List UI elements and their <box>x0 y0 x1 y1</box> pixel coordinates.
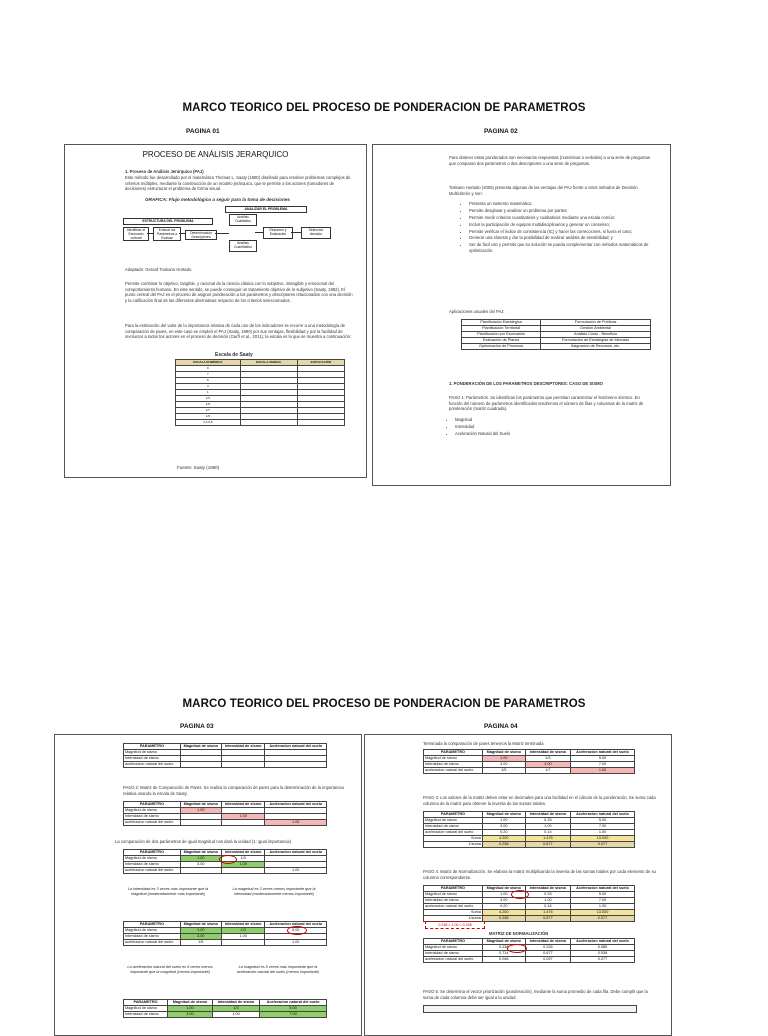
cell: 1/3 <box>212 1006 259 1012</box>
matrix-empty <box>123 743 327 768</box>
next-table-header <box>423 1005 637 1013</box>
cell: 0.677 <box>525 916 570 922</box>
cell: 5.00 <box>571 818 635 824</box>
col-header: Aceleracion natural del suelo <box>265 744 327 750</box>
arrow <box>215 233 229 234</box>
col-header: Magnitud de sismo <box>168 1000 213 1006</box>
cell: 1.00 <box>212 1012 259 1018</box>
highlight-oval <box>287 926 307 935</box>
row-header: aceleracion natural del suelo <box>124 820 181 826</box>
table-cell: Asignación de Recursos, etc. <box>541 344 651 350</box>
cell: 1.00 <box>265 820 327 826</box>
col-header: Magnitud de sismo <box>482 750 525 756</box>
apps-label: Aplicaciones usuales del PAJ: <box>449 309 505 314</box>
highlight-oval <box>507 944 527 953</box>
col-header: Intensidad de sismo <box>525 886 570 892</box>
col-header: Aceleracion natural del suelo <box>571 812 635 818</box>
params-list <box>449 417 599 438</box>
cell: 4.200 <box>482 910 525 916</box>
cell: 0.238 <box>482 916 525 922</box>
cell: 0.238 <box>482 945 525 951</box>
cell: 4.200 <box>482 836 525 842</box>
row-header: Intensidad de sismo <box>124 862 181 868</box>
col-header: PARAMETRO <box>124 922 181 928</box>
saaty-scale-table <box>175 359 345 426</box>
highlight-oval <box>511 890 529 899</box>
row-header: Magnitud de sismo <box>124 928 181 934</box>
cell: 5.00 <box>571 892 635 898</box>
col-header: Aceleracion natural del suelo <box>571 939 635 945</box>
table-cell: Análisis Costo - Beneficio <box>541 332 651 338</box>
scale-value: 1/5 <box>176 402 241 408</box>
col-header: Intensidad de sismo <box>221 850 265 856</box>
cell: 1.00 <box>221 862 265 868</box>
row-header: 1/suma <box>424 842 483 848</box>
page-04 <box>364 734 672 1036</box>
cell: 0.33 <box>525 818 570 824</box>
col-header: ESCALA NUMÉRICA <box>176 360 241 366</box>
cell: 1.00 <box>525 762 570 768</box>
cell: 0.538 <box>571 951 635 957</box>
scale-value: 1/7 <box>176 408 241 414</box>
cell: 0.20 <box>482 904 525 910</box>
diagram-box-1: Identificar el Escenario cultural <box>123 227 149 241</box>
col-header: Intensidad de sismo <box>221 922 265 928</box>
col-header: Aceleracion natural del suelo <box>265 922 327 928</box>
table-cell: Formulación de Estrategias de Mercado <box>541 338 651 344</box>
cell: 1.00 <box>571 904 635 910</box>
row-header: aceleracion natural del suelo <box>124 868 181 874</box>
row-header: Magnitud de sismo <box>124 808 181 814</box>
cell: 5.00 <box>265 928 327 934</box>
cell: 0.677 <box>525 951 570 957</box>
diagram-box-3: Determinación Descriptores <box>185 230 217 240</box>
table-cell: Evaluación de Planes <box>462 338 541 344</box>
arrow <box>291 232 301 233</box>
matrix-decimal <box>423 811 635 848</box>
arrow <box>255 232 263 233</box>
page-02 <box>372 144 671 486</box>
col-header: PARAMETRO <box>124 1000 168 1006</box>
page-03 <box>54 734 362 1036</box>
cell: 1.00 <box>525 824 570 830</box>
col-header: Magnitud de sismo <box>482 939 525 945</box>
cell: 1/5 <box>180 940 221 946</box>
page-01-para2: Permite combinar lo objetivo, tangible, y racional de la ciencia clásica con lo subjetivo, intangible y emocional del comportamiento humano. En este sentido, se puede conseguir un tratamiento objetivo de lo subjetivo (Saaty, 1992). El punto central del PAJ es el proceso de asignar ponderación a los parámetros y descriptores relacionados con una decisión y la calificación final de las diferentes alternativas respecto de los criterios seleccionados. <box>125 281 353 303</box>
table-cell: Planificación Estratégica <box>462 320 541 326</box>
cell: 1/7 <box>525 768 570 774</box>
diagram-box-4: Análisis Cualitativo <box>229 214 257 226</box>
cell: 0.14 <box>525 830 570 836</box>
annotation-note: La magnitud es 3 veces menos importante que la intensidad (moderadamente menos importante) <box>232 887 316 896</box>
page-label-01: PAGINA 01 <box>186 128 220 135</box>
col-header: Intensidad de sismo <box>221 802 265 808</box>
matrix-normalization-input <box>423 885 635 922</box>
arrow <box>147 233 153 234</box>
table-cell: Planificación por Escenarios <box>462 332 541 338</box>
col-header: Intensidad de sismo <box>525 939 570 945</box>
scale-value: 1/3 <box>176 396 241 402</box>
list-item: • Intensidad <box>455 424 599 430</box>
col-header: PARAMETRO <box>424 750 483 756</box>
col-header: Aceleracion natural del suelo <box>265 802 327 808</box>
col-header: Aceleracion natural del suelo <box>571 750 635 756</box>
adapt-caption: Adaptado: Gerard Tookano Hurtado <box>125 267 192 272</box>
cell: 3.00 <box>180 862 221 868</box>
row-header: Intensidad de sismo <box>424 762 483 768</box>
matrix-normalized <box>423 938 635 963</box>
list-item: • Permite desglosar y analizar un problema por partes; <box>469 208 654 214</box>
annotation-note: La magnitud es 5 veces más importante que la aceleración natural del suelo (menos importante) <box>236 965 320 974</box>
row-header: Intensidad de sismo <box>124 934 181 940</box>
cell: 3.00 <box>482 824 525 830</box>
row-header: Magnitud de sismo <box>124 750 181 756</box>
page-label-04: PAGINA 04 <box>484 723 518 730</box>
matrix-diagonal <box>123 801 327 826</box>
row-header: Intensidad de sismo <box>124 756 181 762</box>
row-header: Magnitud de sismo <box>424 945 483 951</box>
cell: 0.097 <box>525 957 570 963</box>
cell: 1.00 <box>482 818 525 824</box>
scale-value: 1/9 <box>176 414 241 420</box>
col-header: EXPLICACIÓN <box>297 360 344 366</box>
cell: 1/3 <box>525 756 570 762</box>
cell: 7.00 <box>571 824 635 830</box>
row-header: Intensidad de sismo <box>124 814 181 820</box>
scale-value: 9 <box>176 366 241 372</box>
col-header: Intensidad de sismo <box>212 1000 259 1006</box>
table-cell: Gestión Ambiental <box>541 326 651 332</box>
diagram-section-a: ESTRUCTURA DEL PROBLEMA <box>123 218 213 225</box>
cell: 13.000 <box>571 836 635 842</box>
row-header: Intensidad de sismo <box>424 898 483 904</box>
col-header: Aceleracion natural del suelo <box>265 850 327 856</box>
list-item: • Permite verificar el índice de consistencia (IC) y hacer las correcciones, si fuera el caso; <box>469 229 654 235</box>
annotation-note: La intensidad es 3 veces más importante que la magnitud (moderadamente más importante) <box>127 887 209 896</box>
cell: 0.077 <box>571 916 635 922</box>
arrow <box>179 233 185 234</box>
cell: 7.00 <box>571 898 635 904</box>
table-cell: Planificación Territorial <box>462 326 541 332</box>
list-item: • Aceleración Natural del Suelo <box>455 431 599 437</box>
cell: 1.00 <box>180 808 221 814</box>
diagram-box-7: Selección decisión <box>301 227 331 239</box>
col-header: PARAMETRO <box>424 812 483 818</box>
col-header: Magnitud de sismo <box>482 812 525 818</box>
col-header: Aceleracion natural del suelo <box>571 886 635 892</box>
normalization-title: MATRIZ DE NORMALIZACIÓN <box>489 931 549 936</box>
row-header: Magnitud de sismo <box>424 756 483 762</box>
page-04-intro: Terminada la comparación de pares tenemos la Matriz terminada <box>423 741 544 746</box>
cell: 3.00 <box>168 1012 213 1018</box>
cell: 1.00 <box>265 940 327 946</box>
cell: 0.20 <box>482 830 525 836</box>
section-heading: 1. PONDERACIÓN DE LOS PARAMETROS DESCRIPTORES: CASO DE SISMO <box>449 381 603 386</box>
cell: 1.00 <box>265 868 327 874</box>
list-item: • Generar una síntesis y dar la posibilidad de realizar análisis de sensibilidad; y <box>469 235 654 241</box>
row-header: aceleracion natural del suelo <box>124 940 181 946</box>
cell: 0.077 <box>571 842 635 848</box>
annotation-note: La aceleración natural del suelo es 5 veces menos importante que la magnitud (menos importante) <box>127 965 213 974</box>
col-header: PARAMETRO <box>424 886 483 892</box>
col-header: Aceleracion natural del suelo <box>260 1000 327 1006</box>
list-item: • Presenta un sustento matemático; <box>469 201 654 207</box>
row-header: aceleracion natural del suelo <box>424 768 483 774</box>
col-header: Intensidad de sismo <box>525 812 570 818</box>
col-header: PARAMETRO <box>124 744 181 750</box>
cell: 1.00 <box>168 1006 213 1012</box>
matrix-complete <box>423 749 635 774</box>
cell <box>221 820 265 826</box>
row-header: Suma <box>424 910 483 916</box>
table-cell: Optimización de Procesos <box>462 344 541 350</box>
page-01-subheading: 1. Proceso de Análisis Jerárquico (PAJ) <box>125 169 204 174</box>
cell <box>180 868 221 874</box>
page-01-para1: Este método fue desarrollado por el matemático Thomas L. Saaty (1980) diseñado para resolver problemas complejos de criterios múltiples, mediante la construcción de un modelo jerárquico, que le permite a los actores (tomadores de decisiones) estructurar el problema de forma visual. <box>125 175 351 192</box>
row-header: 1/suma <box>424 916 483 922</box>
row-header: Magnitud de sismo <box>424 818 483 824</box>
flow-diagram <box>123 206 363 264</box>
row-header: Intensidad de sismo <box>424 824 483 830</box>
sheet-title-1: MARCO TEORICO DEL PROCESO DE PONDERACION DE PARAMETROS <box>182 102 586 114</box>
row-header: aceleracion natural del suelo <box>424 830 483 836</box>
col-header: Magnitud de sismo <box>180 922 221 928</box>
cell: 0.048 <box>482 957 525 963</box>
page-02-para1: Para obtener estos ponderados son necesarios respuestas (numéricas o verbales) a una serie de preguntas que comparan dos parámetros o dos descriptores o una serie de preguntas. <box>449 155 650 166</box>
cell: 1/3 <box>221 928 265 934</box>
col-header: Magnitud de sismo <box>180 744 221 750</box>
row-header: aceleracion natural del suelo <box>424 904 483 910</box>
cell: 0.714 <box>482 951 525 957</box>
cell: 1.476 <box>525 910 570 916</box>
cell: 0.226 <box>525 945 570 951</box>
diagram-box-2: Evaluar los Parámetros a Evaluar <box>153 227 181 241</box>
col-header: PARAMETRO <box>124 850 181 856</box>
cell <box>221 868 265 874</box>
paso2-text: PASO 2: Matriz de Comparación de Pares. Se realiza la comparación de pares para la determinación de la importancia relativa usando la escala de Saaty. <box>123 785 344 796</box>
list-item: • Magnitud <box>455 417 599 423</box>
cell: 1.00 <box>180 928 221 934</box>
diagram-box-5: Análisis Cuantitativo <box>229 240 257 252</box>
page-02-para2: Toskano Hurtado (2005) presenta algunas de las ventajas del PAJ frente a otros métodos de Decisión Multicriterio y son: <box>449 185 638 196</box>
row-header: Magnitud de sismo <box>124 1006 168 1012</box>
paso4-text: PASO 4: Matriz de Normalización. Se elabora la matriz multiplicando la inversa de las sumas totales por cada elemento de su columna correspondiente. <box>423 869 656 880</box>
col-header: PARAMETRO <box>424 939 483 945</box>
cell: 1.00 <box>180 856 221 862</box>
list-item: • Incluir la participación de equipos multidisciplinarios y generar un consenso; <box>469 222 654 228</box>
cell: 5.00 <box>571 756 635 762</box>
cell: 1.00 <box>571 768 635 774</box>
scale-value: 1 <box>176 390 241 396</box>
col-header: Magnitud de sismo <box>180 802 221 808</box>
paso1-text: PASO 1: Parámetros. Se identifican los parámetros que permitan caracterizar el fenómeno sísmico. En función del número de parámetros identificados tendremos el número de filas y columnas de la matriz de ponderación (matriz cuadrada). <box>449 395 644 412</box>
matrix-step-c <box>123 999 327 1018</box>
paso3-text: PASO 3: Los valores de la matriz deben estar en decimales para una facilidad en el cálculo de la ponderación. Se suma cada columna de la matriz para obtener la inversa de las sumas totales. <box>423 795 656 806</box>
col-header: ESCALA VERBAL <box>240 360 297 366</box>
cell: 0.385 <box>571 945 635 951</box>
cell: 3.00 <box>180 934 221 940</box>
page-label-02: PAGINA 02 <box>484 128 518 135</box>
page-01-heading: PROCESO DE ANÁLISIS JERARQUICO <box>142 150 289 159</box>
cell: 3.00 <box>482 898 525 904</box>
cell: 7.00 <box>260 1012 327 1018</box>
cell: 0.677 <box>525 842 570 848</box>
col-header: Intensidad de sismo <box>525 750 570 756</box>
diagram-box-6: Resumen y Evaluación <box>263 227 293 239</box>
cell: 1.00 <box>482 892 525 898</box>
cell: 0.14 <box>525 904 570 910</box>
row-header: Intensidad de sismo <box>124 1012 168 1018</box>
table-cell: Formulación de Políticas <box>541 320 651 326</box>
scale-value: 2,4,6,8 <box>176 420 241 426</box>
cell: 0.238 <box>482 842 525 848</box>
cell: 0.33 <box>525 892 570 898</box>
comparison-note: La comparación de dos parámetros de igual magnitud nos darà la unidad (1: igual importancia) <box>115 839 291 844</box>
cell: 1.00 <box>571 830 635 836</box>
page-01-para3: Para la estimación del valor de la importancia relativa de cada uno de los indicadores se recurre a una metodología de comparación de pares, en este caso se empleó el PAJ (Saaty, 1990) por sus ventajas, flexibilidad y por la facilidad de involucrar a todos los actores en el proceso de decisión (Garfí et al., 2011), la escala es la que se muestra a continuación: <box>125 323 352 340</box>
cell: 1.00 <box>525 898 570 904</box>
cell: 5.00 <box>260 1006 327 1012</box>
page-label-03: PAGINA 03 <box>180 723 214 730</box>
advantages-list <box>459 201 654 255</box>
diagram-section-b: ANALIZAR EL PROBLEMA <box>225 206 307 213</box>
cell <box>180 820 221 826</box>
col-header: Magnitud de sismo <box>180 850 221 856</box>
list-item: • Ser de fácil uso y permitir que su solución se pueda complementar con métodos matemáticos de optimización. <box>469 242 654 253</box>
paso5-text: PASO 5: Se determina el vector priorización (ponderación), mediante la suma promedio de cada fila. Debe cumplir que la suma de cada columna debe ser igual a la unidad. <box>423 989 648 1000</box>
page-01 <box>64 144 367 478</box>
row-header: aceleracion natural del suelo <box>124 762 181 768</box>
row-header: aceleracion natural del suelo <box>424 957 483 963</box>
cell: 3.00 <box>482 762 525 768</box>
formula-callout: 0.238 × 1.00 = 0.238 <box>425 921 485 929</box>
applications-table <box>461 319 651 350</box>
cell: 1.476 <box>525 836 570 842</box>
scale-value: 3 <box>176 384 241 390</box>
fuente-caption: Fuente: Saaty (1980) <box>177 465 220 470</box>
row-header: Magnitud de sismo <box>424 892 483 898</box>
cell: 7.00 <box>571 762 635 768</box>
row-header: Magnitud de sismo <box>124 856 181 862</box>
cell: 1/3 <box>221 856 265 862</box>
col-header: Magnitud de sismo <box>482 886 525 892</box>
col-header: PARAMETRO <box>124 802 181 808</box>
cell: 1.00 <box>482 756 525 762</box>
row-header: Intensidad de sismo <box>424 951 483 957</box>
grafica-title: GRAFICA: Flujo metodológico a seguir para la toma de decisiones <box>145 197 290 202</box>
cell: 0.077 <box>571 957 635 963</box>
highlight-oval <box>219 855 237 864</box>
cell <box>221 940 265 946</box>
cell: 1.00 <box>221 814 265 820</box>
cell: 1.00 <box>221 934 265 940</box>
scale-value: 5 <box>176 378 241 384</box>
row-header: Suma <box>424 836 483 842</box>
escala-title: Escala de Saaty <box>215 352 253 358</box>
scale-value: 7 <box>176 372 241 378</box>
cell: 1/5 <box>482 768 525 774</box>
sheet-title-2: MARCO TEORICO DEL PROCESO DE PONDERACION DE PARAMETROS <box>182 698 586 710</box>
col-header: Intensidad de sismo <box>221 744 265 750</box>
cell: 13.000 <box>571 910 635 916</box>
list-item: • Permite medir criterios cuantitativos y cualitativos mediante una escala común; <box>469 215 654 221</box>
